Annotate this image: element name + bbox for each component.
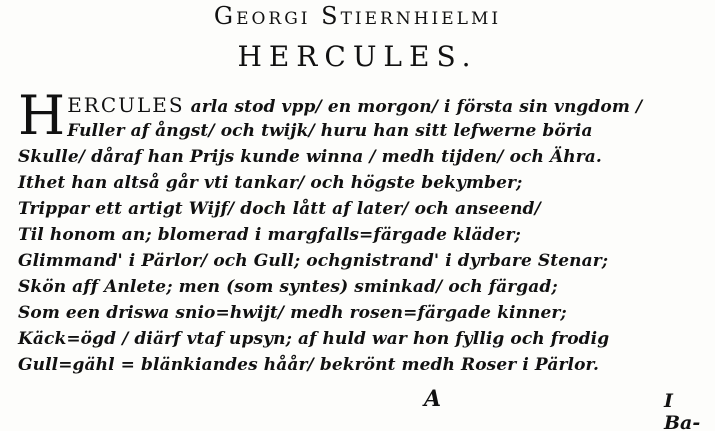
poem-body — [18, 84, 708, 378]
verse-line-7: Glimmand' i Pärlor/ och Gull; ochgnistrand' i dyrbare Stenar; — [18, 251, 609, 271]
verse-line-8: Skön aff Anlete; men (som syntes) sminkad/ och färgad; — [18, 277, 558, 297]
verse-line-5: Trippar ett artigt Wijf/ doch lått af later/ och anseend/ — [18, 199, 541, 219]
running-head: Georgi Stiernhielmi — [213, 2, 502, 30]
verse-line-10: Käck=ögd / diärf vtaf upsyn; af huld war hon fyllig och frodig — [18, 329, 610, 349]
catchword: I Ba- — [664, 390, 701, 434]
verse-line-6: Til honom an; blomerad i margfalls=färgade kläder; — [18, 225, 521, 245]
poem-title: HERCULES. — [237, 40, 478, 73]
drop-cap: H — [18, 84, 66, 147]
signature-mark: A — [424, 386, 442, 412]
verse-line-2: Fuller af ångst/ och twijk/ huru han sitt lefwerne böria — [67, 121, 593, 141]
verse-line-9: Som een driswa snio=hwijt/ medh rosen=färgade kinner; — [18, 303, 567, 323]
first-line-text: arla stod vpp/ en morgon/ i första sin vngdom / — [184, 97, 643, 117]
verse-line-3: Skulle/ dåraf han Prijs kunde winna / medh tijden/ och Ähra. — [18, 147, 602, 167]
verse-line-11: Gull=gähl = blänkiandes håår/ bekrönt medh Roser i Pärlor. — [18, 355, 600, 375]
first-line-caps: ERCULES — [67, 93, 185, 117]
verse-line-4: Ithet han altså går vti tankar/ och högste bekymber; — [18, 173, 523, 193]
